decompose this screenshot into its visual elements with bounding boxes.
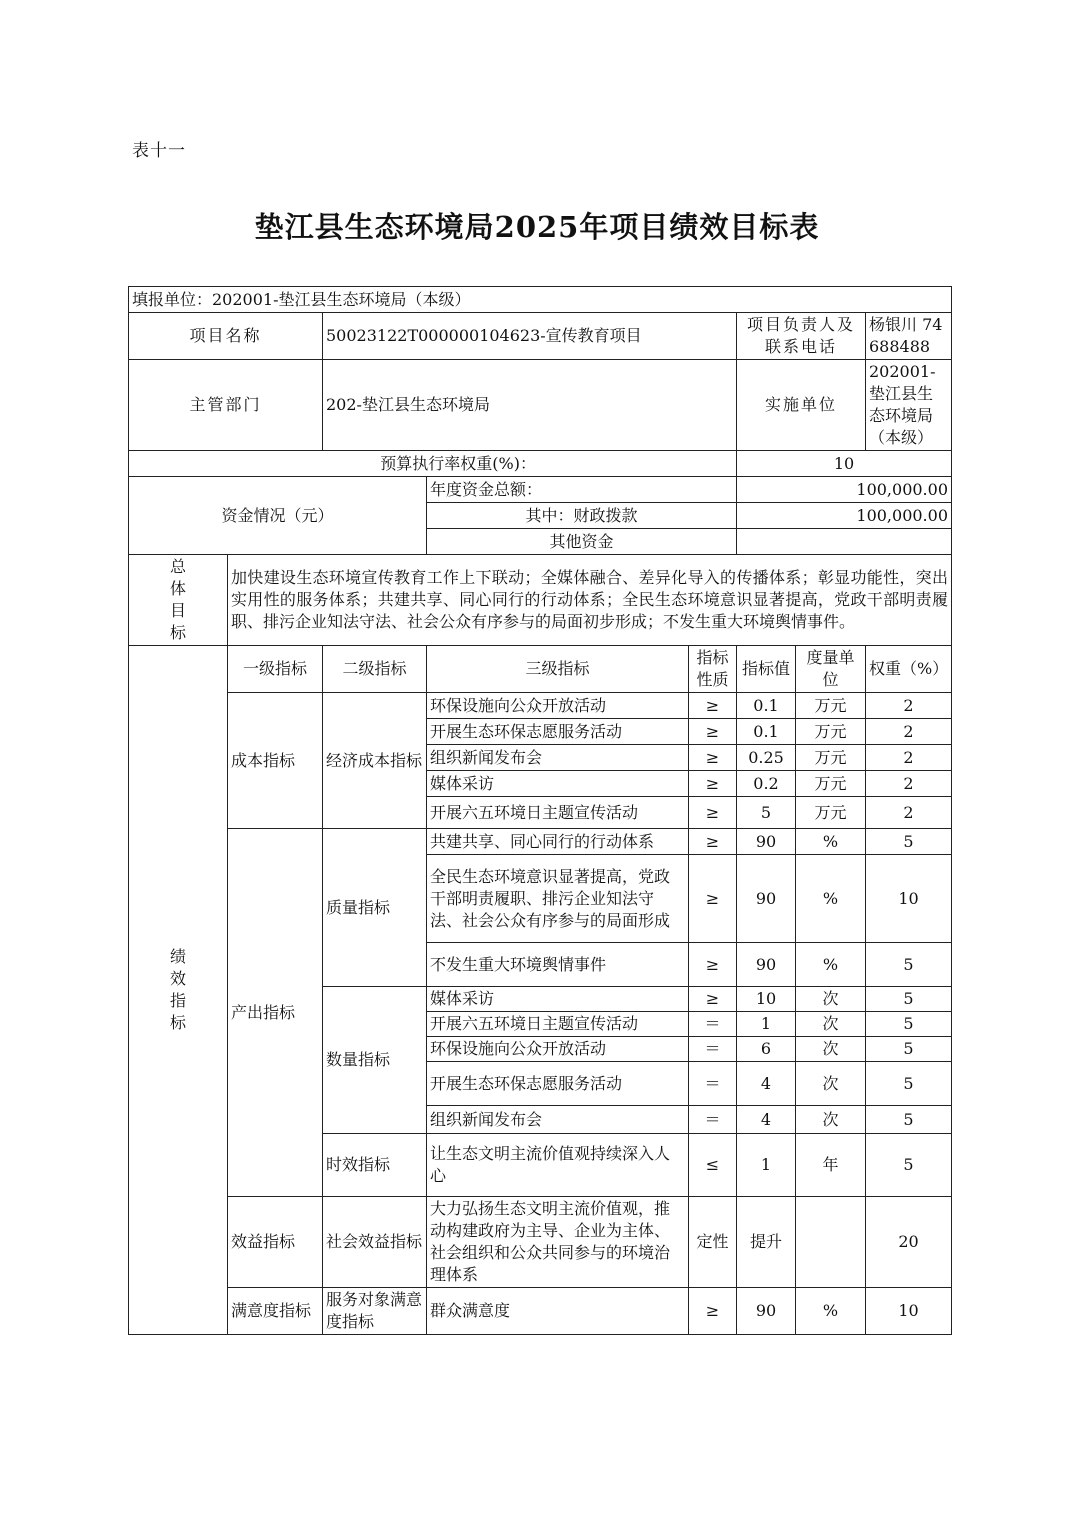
indicator-weight: 5 xyxy=(866,1062,952,1106)
indicator-unit: 次 xyxy=(796,987,866,1012)
indicator-value: 4 xyxy=(737,1062,796,1106)
indicator-name: 组织新闻发布会 xyxy=(427,1106,689,1134)
table-row xyxy=(129,829,952,855)
indicator-nature: ≥ xyxy=(689,771,737,797)
header-level3: 三级指标 xyxy=(427,646,689,693)
funds-other-label: 其他资金 xyxy=(427,529,737,555)
indicator-name: 环保设施向公众开放活动 xyxy=(427,693,689,719)
indicator-unit xyxy=(796,1197,866,1288)
page-title: 垫江县生态环境局2025年项目绩效目标表 xyxy=(254,210,820,244)
performance-indicators-label: 绩 效 指 标 xyxy=(129,646,228,1335)
group-output: 产出指标 xyxy=(228,829,323,1197)
overall-goal-label: 总 体 目 标 xyxy=(129,555,228,646)
indicator-weight: 2 xyxy=(866,693,952,719)
indicator-nature: ＝ xyxy=(689,1106,737,1134)
indicator-value: 5 xyxy=(737,797,796,829)
indicator-value: 0.2 xyxy=(737,771,796,797)
indicator-nature: ≥ xyxy=(689,719,737,745)
indicator-weight: 2 xyxy=(866,719,952,745)
indicator-unit: 年 xyxy=(796,1134,866,1197)
indicator-value: 0.1 xyxy=(737,693,796,719)
indicator-name: 群众满意度 xyxy=(427,1288,689,1335)
indicator-unit: % xyxy=(796,943,866,987)
indicator-weight: 5 xyxy=(866,943,952,987)
indicator-unit: 次 xyxy=(796,1106,866,1134)
indicator-unit: 万元 xyxy=(796,719,866,745)
group-benefit: 效益指标 xyxy=(228,1197,323,1288)
group-satisfaction: 满意度指标 xyxy=(228,1288,323,1335)
indicator-nature: ≥ xyxy=(689,855,737,943)
indicator-name: 组织新闻发布会 xyxy=(427,745,689,771)
indicator-unit: 万元 xyxy=(796,693,866,719)
indicator-name: 共建共享、同心同行的行动体系 xyxy=(427,829,689,855)
indicator-name: 让生态文明主流价值观持续深入人心 xyxy=(427,1134,689,1197)
indicator-nature: ≥ xyxy=(689,1288,737,1335)
project-leader-value: 杨银川 74688488 xyxy=(866,313,952,360)
table-row xyxy=(129,1288,952,1335)
indicator-name: 不发生重大环境舆情事件 xyxy=(427,943,689,987)
funds-fiscal-value: 100,000.00 xyxy=(737,503,952,529)
budget-weight-value: 10 xyxy=(737,451,952,477)
indicator-unit: 次 xyxy=(796,1012,866,1037)
indicator-weight: 2 xyxy=(866,771,952,797)
indicator-unit: % xyxy=(796,855,866,943)
indicator-nature: ≤ xyxy=(689,1134,737,1197)
funds-fiscal-label: 其中：财政拨款 xyxy=(427,503,737,529)
indicator-weight: 20 xyxy=(866,1197,952,1288)
indicator-value: 90 xyxy=(737,943,796,987)
indicator-nature: ≥ xyxy=(689,745,737,771)
group-service-satisfaction: 服务对象满意度指标 xyxy=(323,1288,427,1335)
group-timeliness: 时效指标 xyxy=(323,1134,427,1197)
indicator-weight: 10 xyxy=(866,1288,952,1335)
project-leader-label: 项目负责人及联系电话 xyxy=(737,313,866,360)
header-level1: 一级指标 xyxy=(228,646,323,693)
indicator-weight: 5 xyxy=(866,987,952,1012)
reporting-unit: 填报单位：202001-垫江县生态环境局（本级） xyxy=(129,287,952,313)
indicator-value: 1 xyxy=(737,1012,796,1037)
project-name-label: 项目名称 xyxy=(129,313,323,360)
indicator-name: 大力弘扬生态文明主流价值观，推动构建政府为主导、企业为主体、社会组织和公众共同参与的环境治理体系 xyxy=(427,1197,689,1288)
indicator-weight: 10 xyxy=(866,855,952,943)
table-number-label: 表十一 xyxy=(132,141,186,161)
indicator-nature: ≥ xyxy=(689,987,737,1012)
indicator-value: 0.25 xyxy=(737,745,796,771)
indicator-nature: 定性 xyxy=(689,1197,737,1288)
indicator-unit: % xyxy=(796,829,866,855)
impl-unit-label: 实施单位 xyxy=(737,360,866,451)
performance-goal-table xyxy=(128,286,952,1335)
indicator-unit: % xyxy=(796,1288,866,1335)
indicator-weight: 2 xyxy=(866,745,952,771)
indicator-nature: ≥ xyxy=(689,829,737,855)
budget-weight-label: 预算执行率权重(%)： xyxy=(129,451,737,477)
table-row xyxy=(129,693,952,719)
funds-total-label: 年度资金总额： xyxy=(427,477,737,503)
group-social-benefit: 社会效益指标 xyxy=(323,1197,427,1288)
indicator-unit: 万元 xyxy=(796,745,866,771)
indicator-nature: ≥ xyxy=(689,693,737,719)
indicator-value: 90 xyxy=(737,855,796,943)
indicator-name: 开展六五环境日主题宣传活动 xyxy=(427,1012,689,1037)
group-quality: 质量指标 xyxy=(323,829,427,987)
indicator-unit: 万元 xyxy=(796,797,866,829)
indicator-nature: ＝ xyxy=(689,1037,737,1062)
indicator-name: 环保设施向公众开放活动 xyxy=(427,1037,689,1062)
funds-total-value: 100,000.00 xyxy=(737,477,952,503)
project-name-value: 50023122T000000104623-宣传教育项目 xyxy=(323,313,737,360)
indicator-name: 媒体采访 xyxy=(427,987,689,1012)
impl-unit-value: 202001-垫江县生态环境局（本级） xyxy=(866,360,952,451)
header-value: 指标值 xyxy=(737,646,796,693)
header-unit: 度量单位 xyxy=(796,646,866,693)
indicator-name: 媒体采访 xyxy=(427,771,689,797)
indicator-weight: 5 xyxy=(866,829,952,855)
overall-goal-text: 加快建设生态环境宣传教育工作上下联动；全媒体融合、差异化导入的传播体系；彰显功能性，突出实用性的服务体系；共建共享、同心同行的行动体系；全民生态环境意识显著提高，党政干部明责履职、排污企业知法守法、社会公众有序参与的局面初步形成；不发生重大环境舆情事件。 xyxy=(228,555,952,646)
indicator-nature: ＝ xyxy=(689,1062,737,1106)
indicator-name: 开展六五环境日主题宣传活动 xyxy=(427,797,689,829)
indicator-value: 4 xyxy=(737,1106,796,1134)
indicator-unit: 次 xyxy=(796,1037,866,1062)
indicator-unit: 万元 xyxy=(796,771,866,797)
group-econ-cost: 经济成本指标 xyxy=(323,693,427,829)
indicator-value: 90 xyxy=(737,1288,796,1335)
indicator-name: 开展生态环保志愿服务活动 xyxy=(427,1062,689,1106)
table-row xyxy=(129,1197,952,1288)
group-cost: 成本指标 xyxy=(228,693,323,829)
indicator-weight: 2 xyxy=(866,797,952,829)
indicator-unit: 次 xyxy=(796,1062,866,1106)
funds-label: 资金情况（元） xyxy=(129,477,427,555)
group-quantity: 数量指标 xyxy=(323,987,427,1134)
indicator-name: 开展生态环保志愿服务活动 xyxy=(427,719,689,745)
header-level2: 二级指标 xyxy=(323,646,427,693)
dept-label: 主管部门 xyxy=(129,360,323,451)
funds-other-value xyxy=(737,529,952,555)
indicator-name: 全民生态环境意识显著提高，党政干部明责履职、排污企业知法守法、社会公众有序参与的局面形成 xyxy=(427,855,689,943)
indicator-value: 提升 xyxy=(737,1197,796,1288)
indicator-nature: ＝ xyxy=(689,1012,737,1037)
header-weight: 权重（%） xyxy=(866,646,952,693)
header-nature: 指标性质 xyxy=(689,646,737,693)
indicator-value: 0.1 xyxy=(737,719,796,745)
indicator-weight: 5 xyxy=(866,1134,952,1197)
indicator-nature: ≥ xyxy=(689,943,737,987)
indicator-value: 1 xyxy=(737,1134,796,1197)
indicator-nature: ≥ xyxy=(689,797,737,829)
dept-value: 202-垫江县生态环境局 xyxy=(323,360,737,451)
indicator-weight: 5 xyxy=(866,1037,952,1062)
indicator-value: 6 xyxy=(737,1037,796,1062)
indicator-weight: 5 xyxy=(866,1012,952,1037)
indicator-weight: 5 xyxy=(866,1106,952,1134)
indicator-value: 10 xyxy=(737,987,796,1012)
indicator-value: 90 xyxy=(737,829,796,855)
